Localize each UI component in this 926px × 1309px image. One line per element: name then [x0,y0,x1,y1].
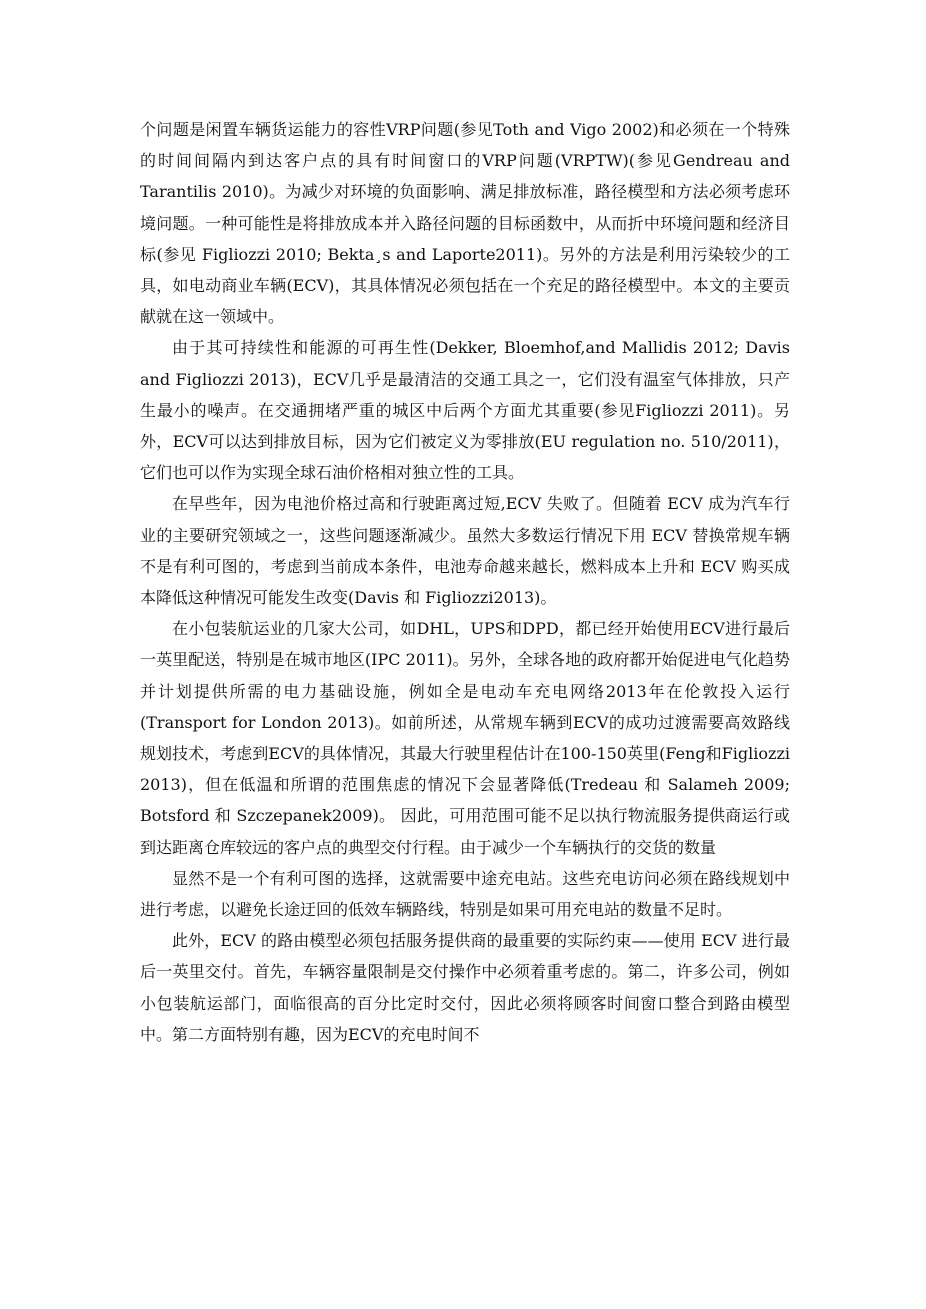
paragraph-6: 此外，ECV 的路由模型必须包括服务提供商的最重要的实际约束——使用 ECV 进行最后一英里交付。首先，车辆容量限制是交付操作中必须着重考虑的。第二，许多公司，例如小包装航运部门，面临很高的百分比定时交付，因此必须将顾客时间窗口整合到路由模型中。第二方面特别有趣，因为ECV的充电时间不 [140,931,790,1044]
document-page [140,114,790,1050]
paragraph-5: 显然不是一个有利可图的选择，这就需要中途充电站。这些充电访问必须在路线规划中进行考虑，以避免长途迂回的低效车辆路线，特别是如果可用充电站的数量不足时。 [140,868,790,920]
paragraph-4: 在小包装航运业的几家大公司，如DHL，UPS和DPD，都已经开始使用ECV进行最后一英里配送，特别是在城市地区(IPC 2011)。另外，全球各地的政府都开始促进电气化趋势并计划提供所需的电力基础设施，例如全是电动车充电网络2013年在伦敦投入运行(Transport for London 2013)。如前所述，从常规车辆到ECV的成功过渡需要高效路线规划技术，考虑到ECV的具体情况，其最大行驶里程估计在100-150英里(Feng和Figliozzi 2013)，但在低温和所谓的范围焦虑的情况下会显著降低(Tredeau 和 Salameh 2009; Botsford 和 Szczepanek2009)。 因此，可用范围可能不足以执行物流服务提供商运行或到达距离仓库较远的客户点的典型交付行程。由于减少一个车辆执行的交货的数量 [140,619,790,857]
paragraph-1: 个问题是闲置车辆货运能力的容性VRP问题(参见Toth and Vigo 2002)和必须在一个特殊的时间间隔内到达客户点的具有时间窗口的VRP问题(VRPTW)(参见Gendreau and Tarantilis 2010)。为减少对环境的负面影响、满足排放标准，路径模型和方法必须考虑环境问题。一种可能性是将排放成本并入路径问题的目标函数中，从而折中环境问题和经济目标(参见 Figliozzi 2010; Bekta¸s and Laporte2011)。另外的方法是利用污染较少的工具，如电动商业车辆(ECV)，其具体情况必须包括在一个充足的路径模型中。本文的主要贡献就在这一领域中。 [140,120,790,327]
paragraph-3: 在早些年，因为电池价格过高和行驶距离过短,ECV 失败了。但随着 ECV 成为汽车行业的主要研究领域之一，这些问题逐渐减少。虽然大多数运行情况下用 ECV 替换常规车辆不是有利可图的，考虑到当前成本条件，电池寿命越来越长，燃料成本上升和 ECV 购买成本降低这种情况可能发生改变(Davis 和 Figliozzi2013)。 [140,494,790,608]
paragraph-2: 由于其可持续性和能源的可再生性(Dekker, Bloemhof,and Mallidis 2012; Davis and Figliozzi 2013)，ECV几乎是最清洁的交通工具之一，它们没有温室气体排放，只产生最小的噪声。在交通拥堵严重的城区中后两个方面尤其重要(参见Figliozzi 2011)。另外，ECV可以达到排放目标，因为它们被定义为零排放(EU regulation no. 510/2011)，它们也可以作为实现全球石油价格相对独立性的工具。 [140,338,790,483]
